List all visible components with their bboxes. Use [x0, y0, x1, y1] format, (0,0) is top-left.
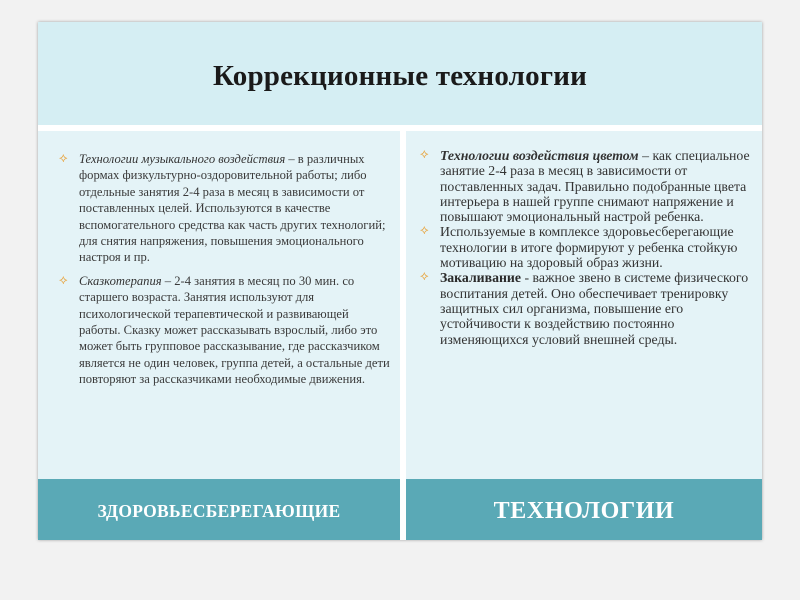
left-item-text: – в различных формах физкультурно-оздоровительной работы; либо отдельные занятия 2-4 раза в месяц в зависимости от поставленных целей. Используются в качестве вспомогательного средства как часть других технологий; для снятия напряжения, повышения эмоционального настроя и пр.: [79, 152, 386, 265]
right-item-complex: [420, 224, 758, 270]
left-item-term: Сказкотерапия: [79, 273, 162, 288]
footer-right-label: ТЕХНОЛОГИИ: [406, 479, 762, 540]
right-item-text: - важное звено в системе физического воспитания детей. Оно обеспечивает тренировку защитных сил организма, повышение его устойчивости к воздействию постоянно изменяющихся условий внешней среды.: [440, 270, 749, 347]
right-item-term: Технологии воздействия цветом: [440, 148, 639, 163]
right-item-text: – как специальное занятие 2-4 раза в месяц в зависимости от поставленных задач. Правильно подобранные цвета интерьера в нашей группе снимают напряжение и повышают эмоциональный настрой ребенка.: [440, 148, 750, 225]
arrow-bullet-icon: ⟡: [420, 269, 429, 285]
left-item-fairytale: [59, 273, 392, 388]
slide-title: Коррекционные технологии: [212, 60, 588, 92]
arrow-bullet-icon: ⟡: [59, 151, 68, 166]
right-item-color: [420, 148, 758, 224]
left-item-music: [59, 151, 392, 266]
slide-header: [38, 22, 762, 125]
arrow-bullet-icon: ⟡: [420, 147, 429, 162]
footer-left-label: ЗДОРОВЬЕСБЕРЕГАЮЩИЕ: [38, 479, 400, 540]
left-item-text: – 2-4 занятия в месяц по 30 мин. со старшего возраста. Занятия используют для психологической терапевтической и развивающей работы. Сказку может рассказывать взрослый, либо это может быть групповое рассказывание, где рассказчиком является не один человек, группа детей, а остальные дети повторяют за рассказчиками необходимые движения.: [79, 273, 390, 387]
right-item-text: Используемые в комплексе здоровьесберегающие технологии в итоге формируют у ребенка стойкую мотивацию на здоровый образ жизни.: [440, 224, 738, 271]
arrow-bullet-icon: ⟡: [59, 272, 68, 288]
arrow-bullet-icon: ⟡: [420, 223, 429, 239]
slide-frame: [38, 22, 762, 540]
left-item-term: Технологии музыкального воздействия: [79, 152, 286, 166]
right-item-term: Закаливание: [440, 270, 522, 286]
right-item-hardening: [420, 270, 758, 346]
right-column: [406, 131, 762, 479]
left-column: [38, 131, 400, 479]
